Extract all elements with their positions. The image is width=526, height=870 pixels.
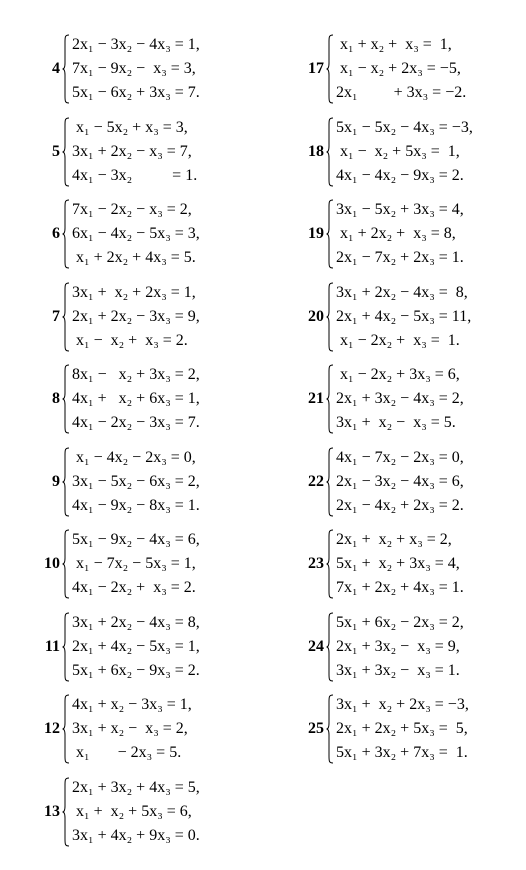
equation-system [298,688,473,771]
equation: 2x₁ + 2x₂ + 5x₃ = 5, [336,720,468,738]
equation-system [298,276,473,359]
system-brace [62,777,70,847]
system-brace [62,364,70,434]
equation: 7x₁ − 9x₂ − x₃ = 3, [72,60,196,78]
equation: x₁ − 4x₂ − 2x₃ = 0, [72,448,196,466]
equation-list [336,198,464,270]
left-brace-shape [326,612,334,682]
system-brace [62,117,70,187]
equation: 2x₁ + 4x₂ − 5x₃ = 11, [336,307,472,325]
problem-number: 24 [308,637,324,655]
system-brace [62,282,70,352]
equation-list [72,33,200,105]
equation-system [34,28,200,111]
equation: 2x₁ + 3x₂ − 4x₃ = 2, [336,390,464,408]
equation: 6x₁ − 4x₂ − 5x₃ = 3, [72,225,200,243]
equation: x₁ − x₂ + 5x₃ = 1, [336,142,460,160]
problem-number: 23 [308,555,324,573]
equation: 5x₁ + 6x₂ − 9x₃ = 2. [72,661,200,679]
equation: 4x₁ + x₂ − 3x₃ = 1, [72,696,192,714]
equation-system [34,358,200,441]
equation-system [298,606,473,689]
equation-list [72,446,200,518]
equation: 2x₁ + 2x₂ − 3x₃ = 9, [72,307,200,325]
equation-system [298,111,473,194]
equation: 3x₁ − 5x₂ + 3x₃ = 4, [336,201,464,219]
system-brace [62,612,70,682]
equation-list [336,281,471,353]
equation-system [298,193,473,276]
problem-number: 22 [308,472,324,490]
equation: 5x₁ + 6x₂ − 2x₃ = 2, [336,613,464,631]
equation: 2x₁ + 4x₂ − 5x₃ = 1, [72,637,200,655]
problem-number: 19 [308,225,324,243]
equation: 3x₁ + x₂ + 2x₃ = −3, [336,696,469,714]
equation: 3x₁ + 4x₂ + 9x₃ = 0. [72,826,200,844]
equation-system [34,111,200,194]
equation: 2x₁ + 3x₃ = −2. [336,84,467,102]
equation: 8x₁ − x₂ + 3x₃ = 2, [72,366,200,384]
equation: x₁ + 2x₂ + x₃ = 8, [336,225,456,243]
equation-list [72,693,192,765]
problem-number: 7 [52,307,60,325]
equation-system [34,276,200,359]
equation-list [72,611,200,683]
equation: 4x₁ − 2x₂ + x₃ = 2. [72,579,196,597]
equation: x₁ − 5x₂ + x₃ = 3, [72,118,188,136]
equation: 3x₁ + 2x₂ − 4x₃ = 8, [336,283,468,301]
equation: 4x₁ − 4x₂ − 9x₃ = 2. [336,166,464,184]
equation-list [336,446,464,518]
equation: 5x₁ − 5x₂ − 4x₃ = −3, [336,118,473,136]
equation: x₁ − x₂ + 2x₃ = −5, [336,60,461,78]
equation-system [298,523,473,606]
equation: 4x₁ − 2x₂ − 3x₃ = 7. [72,414,200,432]
problem-number: 18 [308,142,324,160]
system-brace [326,199,334,269]
left-brace-shape [62,612,70,682]
equation-system [34,771,200,854]
equation-system [34,523,200,606]
problem-number: 13 [44,802,60,820]
equation-list [72,198,200,270]
equation: 5x₁ + 3x₂ + 7x₃ = 1. [336,744,468,762]
equation-list [72,363,200,435]
equation: 5x₁ − 6x₂ + 3x₃ = 7. [72,84,200,102]
left-brace-shape [62,777,70,847]
system-brace [62,199,70,269]
problem-number: 6 [52,225,60,243]
equation-system [34,441,200,524]
equation: 3x₁ + 2x₂ − 4x₃ = 8, [72,613,200,631]
equation: x₁ + 2x₂ + 4x₃ = 5. [72,249,196,267]
equation-list [72,528,200,600]
problem-number: 8 [52,390,60,408]
equation: 7x₁ − 2x₂ − x₃ = 2, [72,201,192,219]
equation: 4x₁ − 3x₂ = 1. [72,166,198,184]
problem-number: 25 [308,720,324,738]
problem-number: 5 [52,142,60,160]
equation-list [336,693,469,765]
left-brace-shape [326,282,334,352]
equation: 5x₁ − 9x₂ − 4x₃ = 6, [72,531,200,549]
equation-list [336,33,466,105]
equation: 2x₁ + 3x₂ + 4x₃ = 5, [72,778,200,796]
equation: 4x₁ − 9x₂ − 8x₃ = 1. [72,496,200,514]
system-brace [326,282,334,352]
equation: 3x₁ + 3x₂ − x₃ = 1. [336,661,460,679]
equation-list [72,281,200,353]
system-brace [326,117,334,187]
equation: 5x₁ + x₂ + 3x₃ = 4, [336,555,460,573]
equation-list [72,776,200,848]
equation: 3x₁ + x₂ − x₃ = 5. [336,414,456,432]
left-brace-shape [62,447,70,517]
equation: x₁ + x₂ + 5x₃ = 6, [72,802,192,820]
left-brace-shape [62,694,70,764]
equation: x₁ + x₂ + x₃ = 1, [336,36,452,54]
equation: x₁ − 2x₂ + x₃ = 1. [336,331,460,349]
left-brace-shape [326,447,334,517]
problem-number: 11 [44,637,60,655]
problem-number: 4 [52,60,60,78]
left-brace-shape [326,34,334,104]
equation-system [34,193,200,276]
equation: 3x₁ + x₂ + 2x₃ = 1, [72,283,196,301]
equation-list [72,116,197,188]
problem-number: 17 [308,60,324,78]
equation-list [336,116,473,188]
problem-number: 10 [44,555,60,573]
left-brace-shape [326,529,334,599]
right-column [298,28,473,771]
problem-number: 20 [308,307,324,325]
equation: 7x₁ + 2x₂ + 4x₃ = 1. [336,579,464,597]
equation: 2x₁ − 7x₂ + 2x₃ = 1. [336,249,464,267]
equation: x₁ − x₂ + x₃ = 2. [72,331,188,349]
equation: x₁ − 2x₂ + 3x₃ = 6, [336,366,460,384]
left-brace-shape [326,199,334,269]
left-brace-shape [62,529,70,599]
equation-system [298,28,473,111]
equation: 2x₁ + 3x₂ − x₃ = 9, [336,637,460,655]
equation: 2x₁ − 3x₂ − 4x₃ = 1, [72,36,200,54]
equation-list [336,528,464,600]
left-brace-shape [62,364,70,434]
equation: 4x₁ + x₂ + 6x₃ = 1, [72,390,200,408]
equation-system [298,441,473,524]
equation: 2x₁ − 4x₂ + 2x₃ = 2. [336,496,464,514]
equation: 3x₁ − 5x₂ − 6x₃ = 2, [72,472,200,490]
equation-system [298,358,473,441]
system-brace [326,694,334,764]
system-brace [326,364,334,434]
left-brace-shape [326,117,334,187]
equation: 2x₁ + x₂ + x₃ = 2, [336,531,452,549]
left-brace-shape [62,34,70,104]
problem-number: 21 [308,390,324,408]
left-brace-shape [326,364,334,434]
equation-list [336,611,464,683]
equation-system [34,688,200,771]
system-brace [326,529,334,599]
system-brace [326,612,334,682]
left-brace-shape [326,694,334,764]
equation: x₁ − 2x₃ = 5. [72,744,182,762]
left-column [34,28,200,853]
left-brace-shape [62,117,70,187]
equation: 4x₁ − 7x₂ − 2x₃ = 0, [336,448,464,466]
problem-number: 9 [52,472,60,490]
problem-number: 12 [44,720,60,738]
system-brace [62,529,70,599]
equation: x₁ − 7x₂ − 5x₃ = 1, [72,555,196,573]
equation: 3x₁ + x₂ − x₃ = 2, [72,720,188,738]
equation: 3x₁ + 2x₂ − x₃ = 7, [72,142,192,160]
equation: 2x₁ − 3x₂ − 4x₃ = 6, [336,472,464,490]
system-brace [62,34,70,104]
left-brace-shape [62,199,70,269]
system-brace [62,447,70,517]
system-brace [326,34,334,104]
left-brace-shape [62,282,70,352]
equation-system [34,606,200,689]
equation-list [336,363,464,435]
system-brace [326,447,334,517]
system-brace [62,694,70,764]
